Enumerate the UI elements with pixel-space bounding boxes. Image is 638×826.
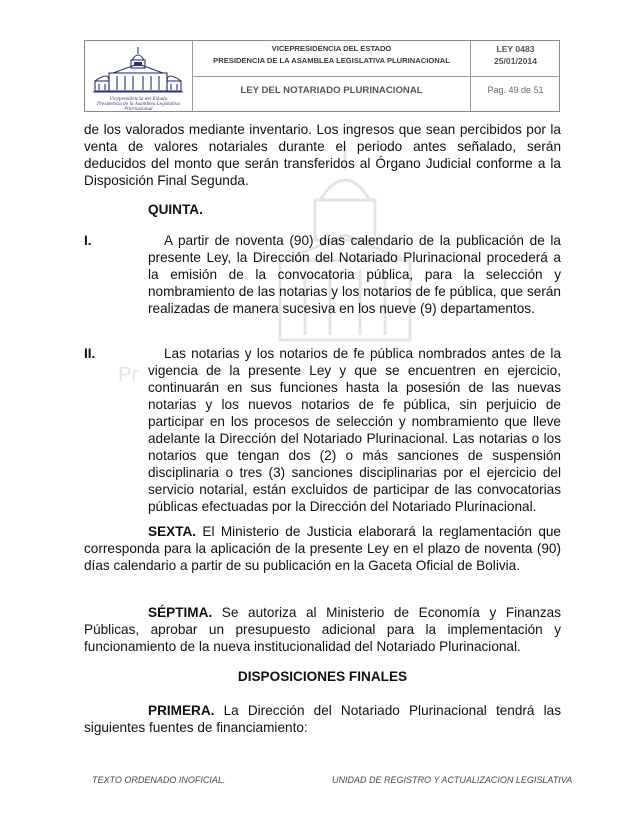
section-heading: DISPOSICIONES FINALES: [237, 669, 408, 684]
vicepresidencia-label: VICEPRESIDENCIA DEL ESTADO: [271, 44, 392, 53]
law-reference: [471, 43, 560, 67]
page-number: Pag. 49 de 51: [487, 85, 544, 95]
primera-paragraph: [84, 702, 561, 736]
quinta-paragraph-ii: Las notarias y los notarios de fe pública nombrados antes de la vigencia de la presente Ley y que se encuentren en ejercicio, continuarán en sus funciones hasta la posesión de las nuevas notarias y los nuevos notarios de fe pública, sin perjuicio de participar en los procesos de selección y nombramiento que lleve adelante la Dirección del Notariado Plurinacional. Las notarias o los notarios que tengan dos (2) o más sanciones de suspensión disciplinaria o tres (3) sanciones disciplinarias por el ejercicio del servicio notarial, están excluidos de participar de las convocatorias públicas efectuadas por la Dirección del Notariado Plurinacional.: [148, 346, 561, 514]
numeral-ii: II.: [84, 346, 96, 361]
sexta-text: El Ministerio de Justicia elaborará la reglamentación que corresponda para la aplicación de la presente Ley en el plazo de noventa (90) días calendario a partir de su publicación en la Gaceta Oficial de Bolivia.: [84, 524, 561, 573]
logo-caption: Vicepresidencia del Estado: [109, 96, 168, 101]
sexta-heading: SEXTA.: [148, 524, 197, 539]
quinta-paragraph-i: A partir de noventa (90) días calendario de la publicación de la presente Ley, la Dirección del Notariado Plurinacional procederá a la emisión de la convocatoria pública, para la selección y nombramiento de las notarias y los notarios de fe pública, que serán realizadas de manera sucesiva en los nueve (9) departamentos.: [148, 233, 561, 316]
primera-heading: PRIMERA.: [148, 703, 215, 718]
presidencia-label: PRESIDENCIA DE LA ASAMBLEA LEGISLATIVA PLURINACIONAL: [213, 56, 450, 65]
header-divider: [192, 76, 559, 77]
logo-caption: Presidencia de la Asamblea Legislativa Plurinacional: [97, 101, 180, 111]
law-date: 25/01/2014: [493, 56, 537, 66]
law-number: LEY 0483: [496, 44, 535, 54]
sexta-paragraph: [84, 523, 561, 574]
septima-text: Se autoriza al Ministerio de Economía y Finanzas Públicas, aprobar un presupuesto adicional para la implementación y funcionamiento de la nueva institucionalidad del Notariado Plurinacional.: [84, 605, 561, 654]
septima-heading: SÉPTIMA.: [148, 605, 213, 620]
palace-logo-icon: [91, 45, 186, 95]
numeral-i: I.: [84, 233, 92, 248]
watermark-text: Pr: [118, 364, 138, 386]
issuing-authority: [193, 43, 470, 67]
document-header: [84, 40, 560, 112]
institution-logo: [85, 41, 192, 111]
law-title: LEY DEL NOTARIADO PLURINACIONAL: [240, 85, 423, 96]
intro-paragraph: de los valorados mediante inventario. Los ingresos que sean percibidos por la venta de valores notariales durante el periodo antes señalado, serán deducidos del monto que serán transferidos al Órgano Judicial conforme a la Disposición Final Segunda.: [84, 122, 561, 188]
footer-unit: UNIDAD DE REGISTRO Y ACTUALIZACION LEGISLATIVA: [332, 775, 573, 785]
primera-text: La Dirección del Notariado Plurinacional tendrá las siguientes fuentes de financiamiento:: [84, 703, 561, 735]
septima-paragraph: [84, 604, 561, 655]
quinta-heading: QUINTA.: [148, 202, 203, 217]
footer-note: TEXTO ORDENADO INOFICIAL.: [92, 775, 226, 785]
